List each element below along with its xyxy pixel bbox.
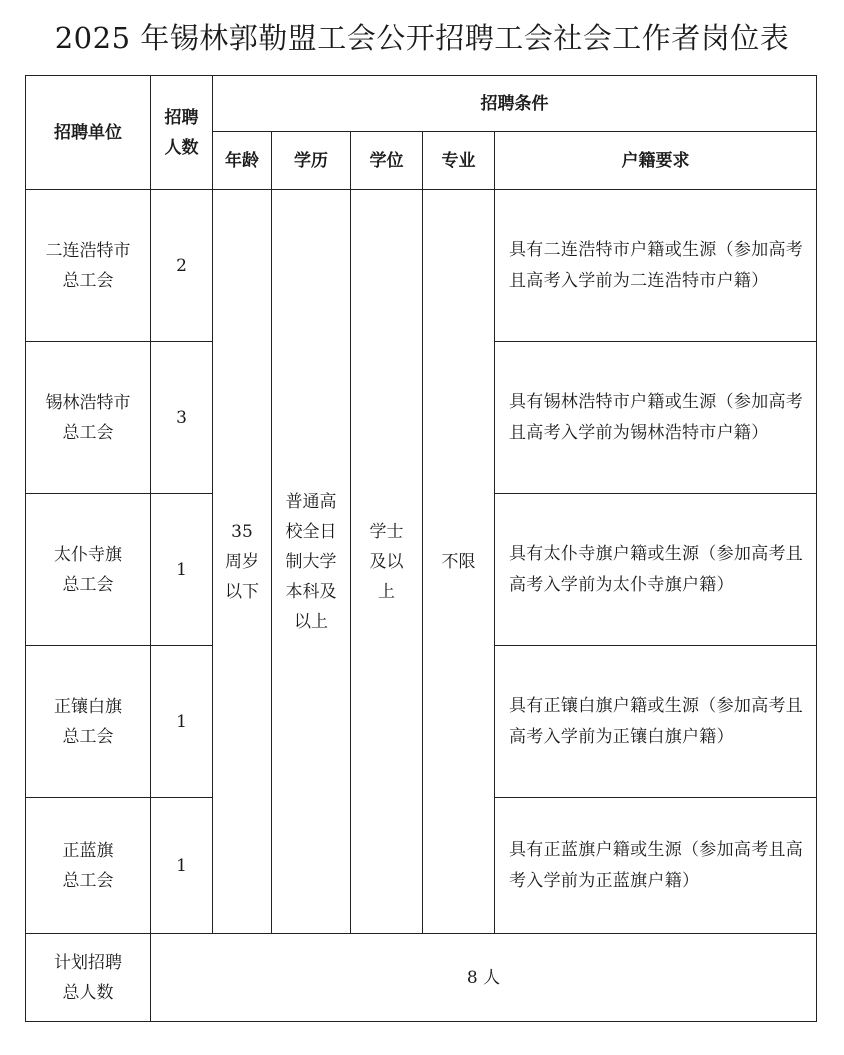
hukou-cell: 具有锡林浩特市户籍或生源（参加高考且高考入学前为锡林浩特市户籍） [495,342,817,494]
header-age: 年龄 [213,132,272,190]
header-education: 学历 [272,132,351,190]
hukou-cell: 具有二连浩特市户籍或生源（参加高考且高考入学前为二连浩特市户籍） [495,190,817,342]
count-cell: 1 [151,798,213,934]
page-title: 2025 年锡林郭勒盟工会公开招聘工会社会工作者岗位表 [54,21,790,55]
header-unit: 招聘单位 [26,76,151,190]
header-hukou: 户籍要求 [495,132,817,190]
count-cell: 1 [151,494,213,646]
major-cell: 不限 [423,190,495,934]
header-count: 招聘 人数 [151,76,213,190]
hukou-cell: 具有正镶白旗户籍或生源（参加高考且高考入学前为正镶白旗户籍） [495,646,817,798]
table-row [26,190,817,342]
unit-cell: 正蓝旗 总工会 [26,798,151,934]
count-cell: 3 [151,342,213,494]
total-label-cell: 计划招聘 总人数 [26,934,151,1022]
unit-cell: 锡林浩特市 总工会 [26,342,151,494]
total-value-cell: 8 人 [151,934,817,1022]
education-cell: 普通高 校全日 制大学 本科及 以上 [272,190,351,934]
header-major: 专业 [423,132,495,190]
unit-cell: 正镶白旗 总工会 [26,646,151,798]
unit-cell: 太仆寺旗 总工会 [26,494,151,646]
total-row [26,934,817,1022]
header-degree: 学位 [351,132,423,190]
age-cell: 35 周岁 以下 [213,190,272,934]
hukou-cell: 具有正蓝旗户籍或生源（参加高考且高考入学前为正蓝旗户籍） [495,798,817,934]
count-cell: 1 [151,646,213,798]
header-conditions: 招聘条件 [213,76,817,132]
hukou-cell: 具有太仆寺旗户籍或生源（参加高考且高考入学前为太仆寺旗户籍） [495,494,817,646]
unit-cell: 二连浩特市 总工会 [26,190,151,342]
degree-cell: 学士 及以 上 [351,190,423,934]
count-cell: 2 [151,190,213,342]
recruitment-table [25,75,817,1022]
header-row-1 [26,76,817,132]
